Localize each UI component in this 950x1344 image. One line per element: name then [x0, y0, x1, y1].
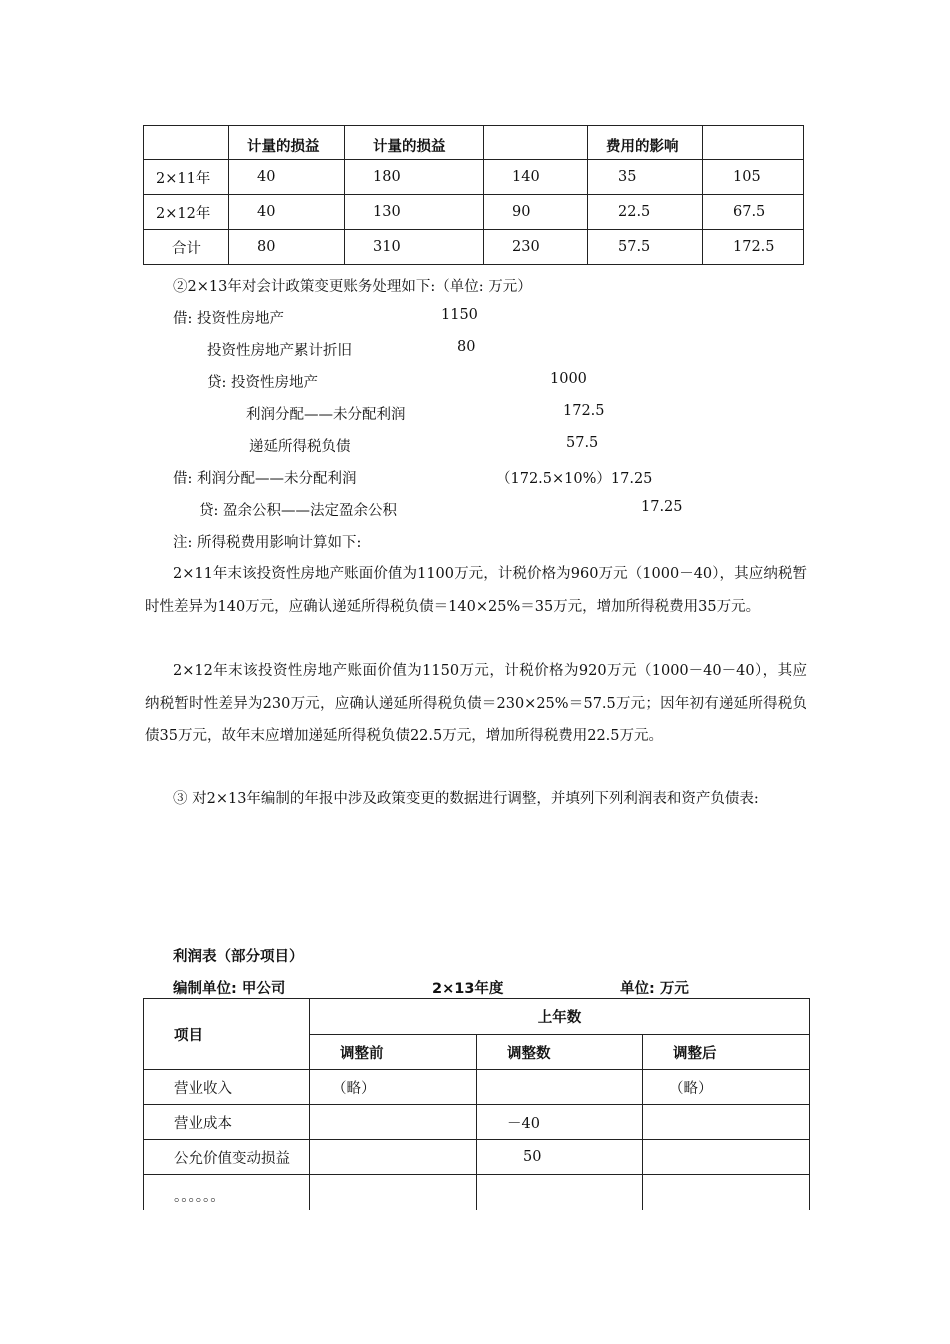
table-cell — [643, 1140, 810, 1175]
statement-period: 2×13年度 — [432, 981, 504, 997]
paragraph: 2×11年末该投资性房地产账面价值为1100万元，计税价格为960万元（1000－40），其应纳税暂时性差异为140万元，应确认递延所得税负债＝140×25%＝35万元，增加所得税费用35万元。 — [145, 566, 807, 615]
journal-line-amount: 80 — [457, 339, 476, 355]
paragraph: ③ 对2×13年编制的年报中涉及政策变更的数据进行调整，并填列下列利润表和资产负债表: — [173, 791, 759, 807]
table-cell: 50 — [477, 1140, 643, 1175]
journal-line-label: 借: 投资性房地产 — [173, 311, 284, 327]
journal-line-label: 投资性房地产累计折旧 — [207, 343, 352, 359]
header-cell — [703, 126, 804, 160]
top-table — [143, 125, 804, 265]
table-row — [144, 160, 804, 195]
table-cell: 2×11年 — [144, 160, 229, 195]
table-cell — [643, 1175, 810, 1211]
journal-line-label: 贷: 投资性房地产 — [207, 375, 318, 391]
table-cell — [477, 1175, 643, 1211]
col-header: 调整后 — [643, 1035, 810, 1070]
journal-line-amount: 1000 — [550, 371, 587, 387]
paragraph: 2×12年末该投资性房地产账面价值为1150万元，计税价格为920万元（1000－40－40），其应纳税暂时性差异为230万元，应确认递延所得税负债＝230×25%＝57.5万元；因年初有递延所得税负债35万元，故年末应增加递延所得税负债22.5万元，增加所得税费用22.5万元。 — [145, 663, 807, 744]
table-cell: 35 — [588, 160, 703, 195]
col-item-header: 项目 — [144, 999, 310, 1070]
table-cell: 2×12年 — [144, 195, 229, 230]
journal-line-amount: （172.5×10%）17.25 — [496, 471, 653, 487]
table-header-row — [144, 999, 810, 1035]
table-cell: 140 — [484, 160, 588, 195]
table-cell: （略） — [310, 1070, 477, 1105]
col-header: 调整数 — [477, 1035, 643, 1070]
table-cell: 180 — [345, 160, 484, 195]
statement-title: 利润表（部分项目） — [173, 949, 304, 965]
journal-line-label: 递延所得税负债 — [249, 439, 351, 455]
table-cell: 67.5 — [703, 195, 804, 230]
header-cell — [484, 126, 588, 160]
table-cell — [310, 1105, 477, 1140]
journal-line-label: 借: 利润分配——未分配利润 — [173, 471, 357, 487]
table-cell: 合计 — [144, 230, 229, 265]
col-group-header: 上年数 — [310, 999, 810, 1035]
journal-line-amount: 1150 — [441, 307, 478, 323]
statement-unit-left: 编制单位: 甲公司 — [173, 981, 286, 997]
table-cell: 80 — [229, 230, 345, 265]
journal-line-label: 贷: 盈余公积——法定盈余公积 — [199, 503, 397, 519]
table-cell: －40 — [477, 1105, 643, 1140]
income-statement-clip — [140, 998, 820, 1210]
journal-intro: ②2×13年对会计政策变更账务处理如下:（单位: 万元） — [173, 279, 532, 295]
header-cell — [144, 126, 229, 160]
journal-line-amount: 57.5 — [566, 435, 599, 451]
statement-unit-right: 单位: 万元 — [620, 981, 689, 997]
table-row — [144, 1175, 810, 1211]
income-statement-table — [143, 998, 810, 1210]
header-cell: 费用的影响 — [588, 126, 703, 160]
header-cell: 计量的损益 — [229, 126, 345, 160]
table-cell: 130 — [345, 195, 484, 230]
row-label: 公允价值变动损益 — [144, 1140, 310, 1175]
table-cell: 310 — [345, 230, 484, 265]
table-cell: 40 — [229, 195, 345, 230]
table-cell — [310, 1140, 477, 1175]
table-cell: 230 — [484, 230, 588, 265]
table-row — [144, 230, 804, 265]
table-cell: 105 — [703, 160, 804, 195]
table-cell — [310, 1175, 477, 1211]
row-label: 营业收入 — [144, 1070, 310, 1105]
table-cell: 57.5 — [588, 230, 703, 265]
row-label: 营业成本 — [144, 1105, 310, 1140]
header-cell: 计量的损益 — [345, 126, 484, 160]
table-cell: 40 — [229, 160, 345, 195]
table-row — [144, 195, 804, 230]
table-cell: 172.5 — [703, 230, 804, 265]
journal-line-amount: 172.5 — [563, 403, 605, 419]
table-cell: 90 — [484, 195, 588, 230]
table-cell: 22.5 — [588, 195, 703, 230]
table-row — [144, 1105, 810, 1140]
journal-line-amount: 17.25 — [641, 499, 683, 515]
table-cell — [477, 1070, 643, 1105]
journal-note: 注: 所得税费用影响计算如下: — [173, 535, 362, 551]
col-header: 调整前 — [310, 1035, 477, 1070]
journal-line-label: 利润分配——未分配利润 — [246, 407, 406, 423]
table-cell: （略） — [643, 1070, 810, 1105]
table-row — [144, 1140, 810, 1175]
row-label: 。。。。。。 — [144, 1175, 310, 1211]
table-cell — [643, 1105, 810, 1140]
table-row — [144, 1070, 810, 1105]
table-header-row — [144, 126, 804, 160]
